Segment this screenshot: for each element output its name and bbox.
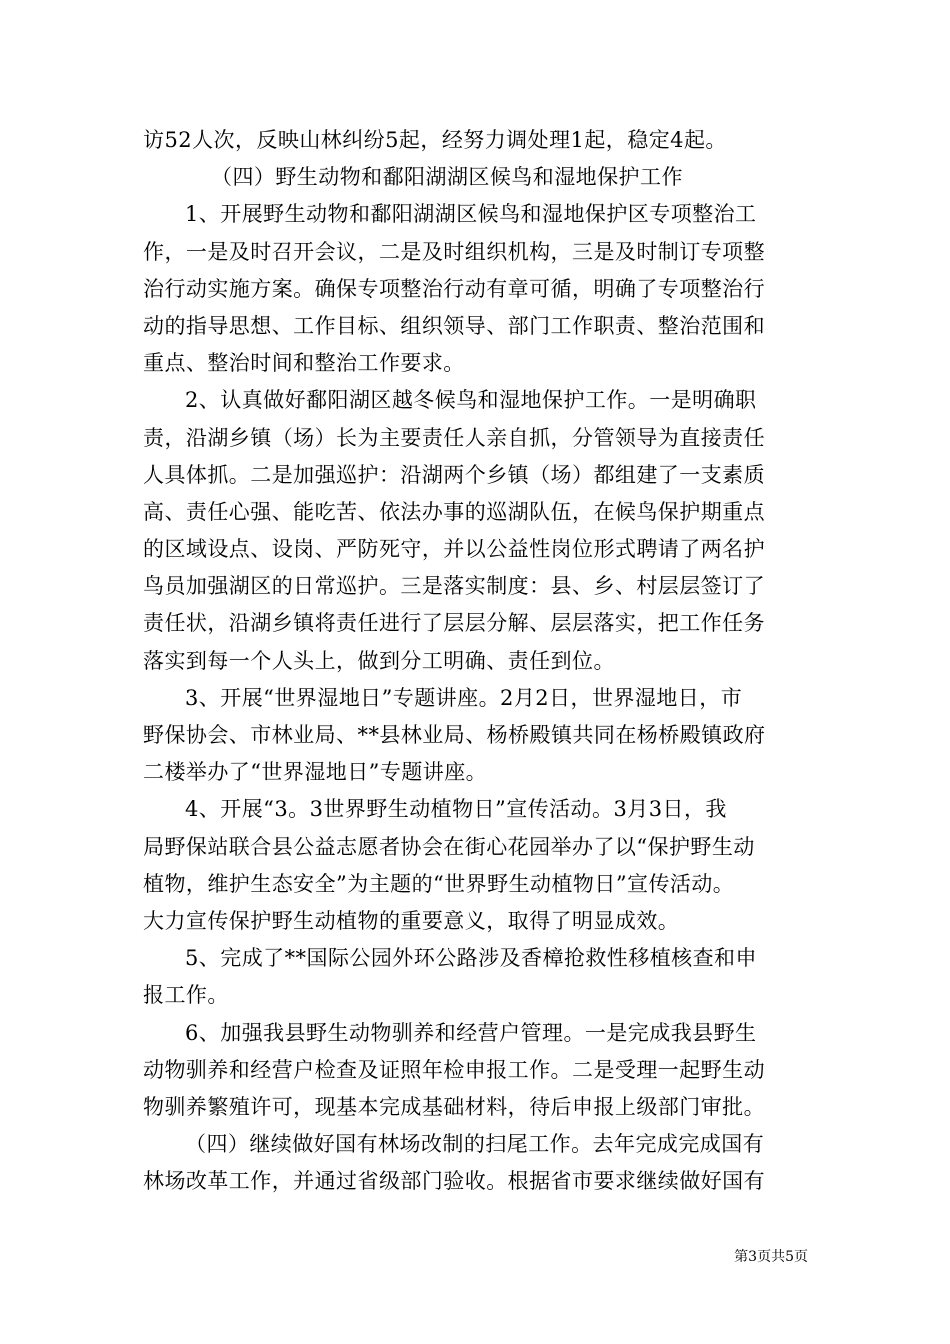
text-line: 林场改革工作，并通过省级部门验收。根据省市要求继续做好国有	[143, 1169, 766, 1194]
paragraph-1-start: 1、开展野生动物和鄱阳湖湖区候鸟和湿地保护区专项整治工	[185, 202, 757, 227]
text-line: 落实到每一个人头上，做到分工明确、责任到位。	[143, 648, 615, 673]
text-line: 的区域设点、设岗、严防死守，并以公益性岗位形式聘请了两名护	[143, 537, 766, 562]
text-line: 报工作。	[143, 983, 229, 1008]
text-line: 植物，维护生态安全”为主题的“世界野生动植物日”宣传活动。	[143, 871, 735, 896]
section-heading: （四）野生动物和鄱阳湖湖区候鸟和湿地保护工作	[211, 165, 683, 190]
page-number: 第3页共5页	[734, 1249, 808, 1265]
text-line: 重点、整治时间和整治工作要求。	[143, 351, 465, 376]
text-line: 鸟员加强湖区的日常巡护。三是落实制度：县、乡、村层层签订了	[143, 574, 766, 599]
body-text	[143, 122, 811, 1200]
paragraph-2-start: 2、认真做好鄱阳湖区越冬候鸟和湿地保护工作。一是明确职	[185, 388, 757, 413]
paragraph-5-start: 5、完成了**国际公园外环公路涉及香樟抢救性移植核查和申	[185, 946, 757, 971]
text-line: 治行动实施方案。确保专项整治行动有章可循，明确了专项整治行	[143, 276, 766, 301]
text-line: 责，沿湖乡镇（场）长为主要责任人亲自抓，分管领导为直接责任	[143, 425, 766, 450]
paragraph-4-start: 4、开展“3。3世界野生动植物日”宣传活动。3月3日，我	[185, 797, 727, 822]
text-line: 物驯养繁殖许可，现基本完成基础材料，待后申报上级部门审批。	[143, 1094, 766, 1119]
text-line: 动物驯养和经营户检查及证照年检申报工作。二是受理一起野生动	[143, 1057, 766, 1082]
text-line: 作，一是及时召开会议，二是及时组织机构，三是及时制订专项整	[143, 239, 766, 264]
text-line: 大力宣传保护野生动植物的重要意义，取得了明显成效。	[143, 908, 680, 933]
paragraph-3-start: 3、开展“世界湿地日”专题讲座。2月2日，世界湿地日，市	[185, 685, 743, 710]
text-line: 人具体抓。二是加强巡护：沿湖两个乡镇（场）都组建了一支素质	[143, 462, 766, 487]
text-line: 局野保站联合县公益志愿者协会在街心花园举办了以“保护野生动	[143, 834, 755, 859]
text-line: 野保协会、市林业局、**县林业局、杨桥殿镇共同在杨桥殿镇政府	[143, 723, 766, 747]
text-line: 动的指导思想、工作目标、组织领导、部门工作职责、整治范围和	[143, 313, 766, 338]
text-line: 高、责任心强、能吃苦、依法办事的巡湖队伍，在候鸟保护期重点	[143, 499, 766, 524]
text-line: 二楼举办了“世界湿地日”专题讲座。	[143, 760, 488, 785]
text-line: 访52人次，反映山林纠纷5起，经努力调处理1起，稳定4起。	[143, 128, 727, 152]
paragraph-7-start: （四）继续做好国有林场改制的扫尾工作。去年完成完成国有	[185, 1132, 765, 1157]
text-line: 责任状，沿湖乡镇将责任进行了层层分解、层层落实，把工作任务	[143, 611, 766, 636]
paragraph-6-start: 6、加强我县野生动物驯养和经营户管理。一是完成我县野生	[185, 1020, 757, 1045]
